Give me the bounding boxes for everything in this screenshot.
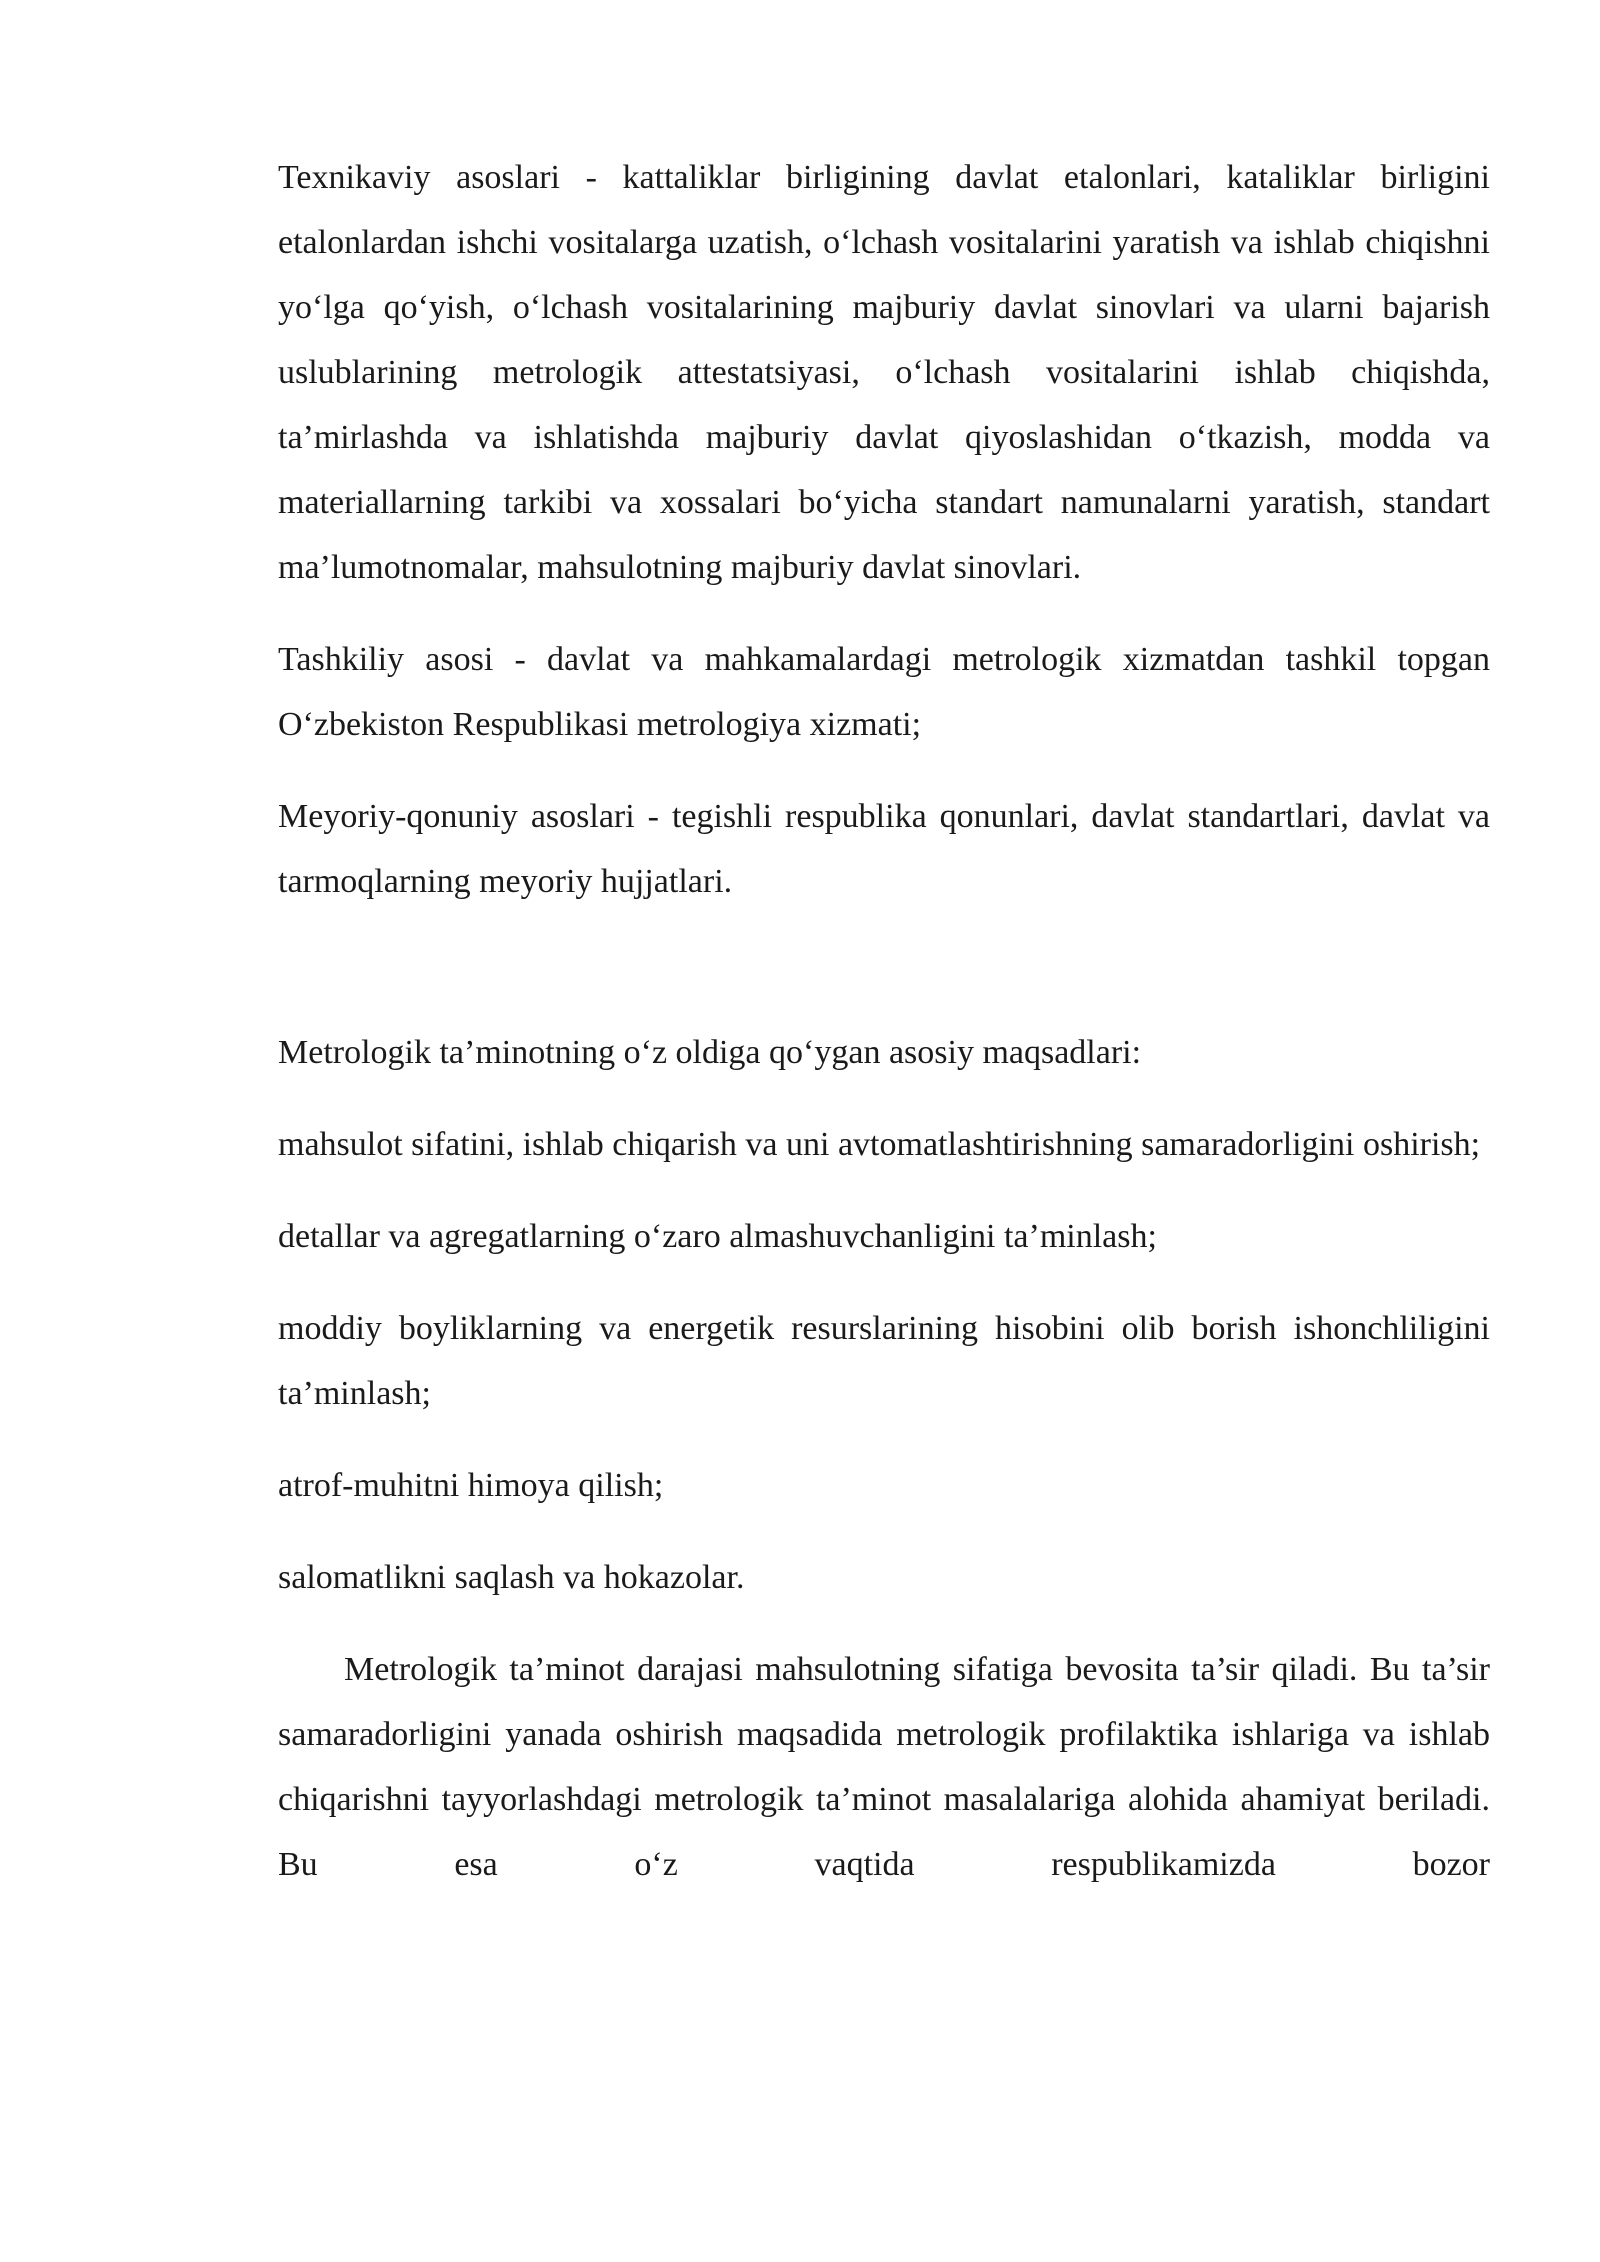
list-item-goal-environment: atrof-muhitni himoya qilish; [278, 1467, 664, 1504]
paragraph-legal-basis: Meyoriy-qonuniy asoslari - tegishli respublika qonunlari, davlat standartlari, davlat va tarmoqlarning meyoriy hujjatlari. [278, 798, 1490, 900]
paragraph-technical-basis: Texnikaviy asoslari - kattaliklar birligining davlat etalonlari, kataliklar birligini etalonlardan ishchi vositalarga uzatish, o‘lchash vositalarini yaratish va ishlab chiqishni yo‘lga qo‘yish, o‘lchash vositalarining majburiy davlat sinovlari va ularni bajarish uslublarining metrologik attestatsiyasi, o‘lchash vositalarini ishlab chiqishda, ta’mirlashda va ishlatishda majburiy davlat qiyoslashidan o‘tkazish, modda va materiallarning tarkibi va xossalari bo‘yicha standart namunalarni yaratish, standart ma’lumotnomalar, mahsulotning majburiy davlat sinovlari. [278, 159, 1490, 586]
document-body [278, 145, 1490, 1924]
list-item-goal-quality: mahsulot sifatini, ishlab chiqarish va uni avtomatlashtirishning samaradorligini oshirish; [278, 1126, 1481, 1163]
list-item-goal-health: salomatlikni saqlash va hokazolar. [278, 1559, 745, 1596]
paragraph-organizational-basis: Tashkiliy asosi - davlat va mahkamalardagi metrologik xizmatdan tashkil topgan O‘zbekiston Respublikasi metrologiya xizmati; [278, 641, 1490, 743]
paragraph-goals-heading: Metrologik ta’minotning o‘z oldiga qo‘ygan asosiy maqsadlari: [278, 1034, 1142, 1071]
list-item-goal-interchangeability: detallar va agregatlarning o‘zaro almashuvchanligini ta’minlash; [278, 1218, 1157, 1255]
list-item-goal-resources: moddiy boyliklarning va energetik resurslarining hisobini olib borish ishonchliligini ta’minlash; [278, 1310, 1490, 1412]
paragraph-metrological-level: Metrologik ta’minot darajasi mahsulotning sifatiga bevosita ta’sir qiladi. Bu ta’sir samaradorligini yanada oshirish maqsadida metrologik profilaktika ishlariga va ishlab chiqarishni tayyorlashdagi metrologik ta’minot masalalariga alohida ahamiyat beriladi. Bu esa o‘z vaqtida respublikamizda bozor [278, 1651, 1490, 1883]
